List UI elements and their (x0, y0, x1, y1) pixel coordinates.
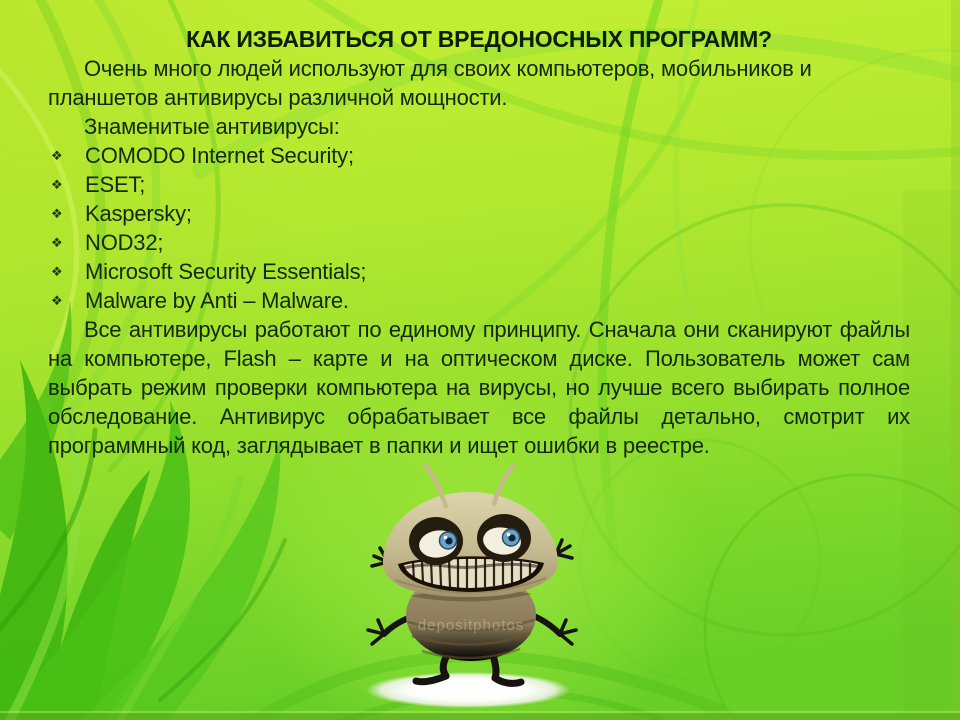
intro-paragraph: Очень много людей используют для своих компьютеров, мобильников и планшетов антивирусы различной мощности. (48, 56, 812, 110)
diamond-bullet-icon: ❖ (51, 206, 63, 221)
antivirus-name: ESET; (85, 172, 146, 197)
famous-antiviruses-heading: Знаменитые антивирусы: (84, 114, 340, 139)
list-item (48, 228, 910, 257)
bug-shadow (366, 672, 570, 708)
bug-image (350, 464, 590, 714)
diamond-bullet-icon: ❖ (51, 148, 63, 163)
list-item (48, 170, 910, 199)
watermark-text: depositphotos (417, 617, 525, 634)
slide-text-block (48, 24, 910, 460)
list-item (48, 257, 910, 286)
diamond-bullet-icon: ❖ (51, 177, 63, 192)
list-item (48, 199, 910, 228)
list-item (48, 286, 910, 315)
diamond-bullet-icon: ❖ (51, 264, 63, 279)
body-paragraph: Все антивирусы работают по единому принципу. Сначала они сканируют файлы на компьютере, Flash – карте и на оптическом диске. Пользователь может сам выбрать режим проверки компьютера на вирусы, но лучше всего выбирать полное обследование. Антивирус обрабатывает все файлы детально, смотрит их программный код, заглядывает в папки и ищет ошибки в реестре. (48, 317, 910, 458)
slide-title: КАК ИЗБАВИТЬСЯ ОТ ВРЕДОНОСНЫХ ПРОГРАММ? (186, 26, 772, 52)
antivirus-name: Kaspersky; (85, 201, 192, 226)
antivirus-name: NOD32; (85, 230, 164, 255)
bug-illustration (350, 464, 590, 714)
antivirus-name: COMODO Internet Security; (85, 143, 354, 168)
right-edge-strip (951, 0, 960, 720)
list-item (48, 141, 910, 170)
diamond-bullet-icon: ❖ (51, 293, 63, 308)
antivirus-name: Malware by Anti – Malware. (85, 288, 349, 313)
antivirus-list (48, 141, 910, 315)
diamond-bullet-icon: ❖ (51, 235, 63, 250)
antivirus-name: Microsoft Security Essentials; (85, 259, 367, 284)
bottom-border-strip (0, 713, 960, 720)
